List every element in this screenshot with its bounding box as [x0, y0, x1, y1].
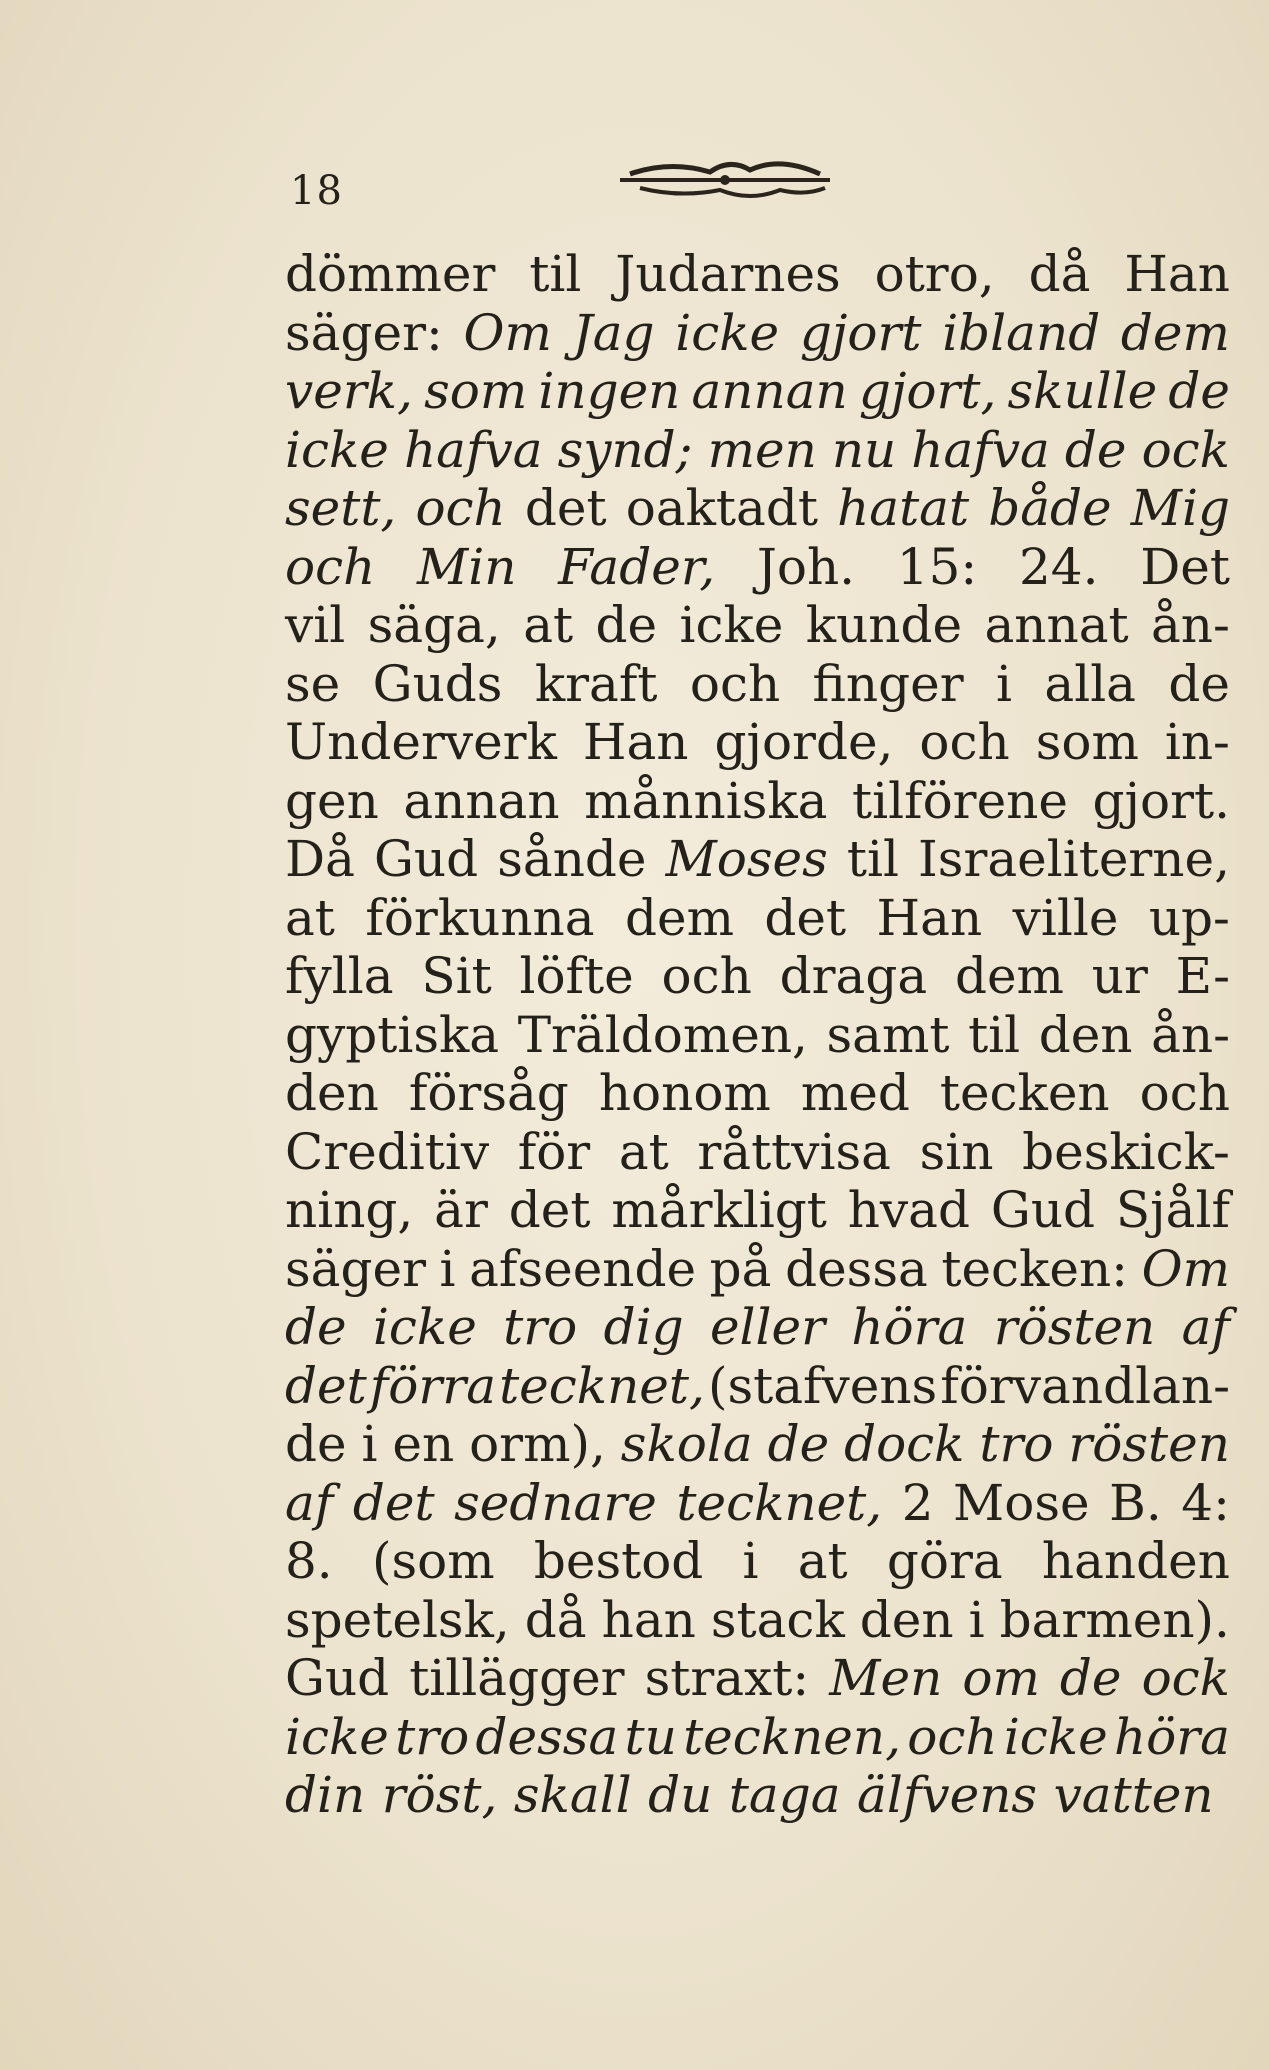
word: 8. — [285, 1532, 333, 1590]
word: tecknet, — [676, 1473, 883, 1532]
word: hvad — [847, 1181, 970, 1239]
word: råttvisa — [697, 1122, 891, 1181]
word: är — [434, 1181, 488, 1239]
word: du — [648, 1766, 713, 1824]
word: i — [439, 1239, 456, 1298]
word: dem — [1120, 303, 1230, 362]
word: Men — [829, 1649, 943, 1707]
word: annan — [691, 362, 848, 420]
word: at — [797, 1532, 848, 1590]
word: stack — [710, 1590, 845, 1649]
text-line — [285, 1591, 1230, 1650]
word: och — [415, 479, 506, 537]
word: icke — [372, 1298, 477, 1356]
word: dömmer — [285, 245, 496, 303]
word: (stafvens — [707, 1356, 938, 1415]
text-line — [285, 1240, 1230, 1299]
text-line — [285, 1006, 1230, 1065]
word: sin — [919, 1122, 994, 1181]
word: hafva — [403, 420, 543, 479]
text-line — [285, 713, 1230, 772]
word: den — [859, 1590, 954, 1649]
word: taga — [728, 1766, 841, 1824]
word: icke — [675, 303, 780, 362]
word: de — [1064, 420, 1127, 479]
word: ock — [1141, 420, 1230, 479]
word: kunde — [805, 596, 963, 654]
word: synd; — [557, 420, 693, 479]
word: den — [1038, 1005, 1133, 1064]
word: de — [1168, 654, 1230, 713]
word: af — [285, 1473, 334, 1532]
word: dessa — [785, 1239, 928, 1298]
text-line — [285, 1766, 1230, 1825]
word: oaktadt — [625, 479, 818, 537]
word: E- — [1175, 947, 1230, 1005]
word: up- — [1148, 888, 1230, 947]
word: se — [285, 654, 341, 713]
word: icke — [285, 1707, 389, 1766]
word: samt — [826, 1005, 950, 1064]
body-text — [285, 245, 1230, 1825]
word: Sjålf — [1115, 1181, 1230, 1239]
word: de — [285, 1298, 347, 1356]
word: dock — [844, 1415, 965, 1473]
word: då — [524, 1590, 587, 1649]
word: i — [361, 1415, 378, 1473]
text-line — [285, 304, 1230, 363]
word: gjort. — [1092, 771, 1230, 830]
word: beskick- — [1022, 1122, 1230, 1181]
word: straxt: — [644, 1649, 810, 1707]
word: eller — [709, 1298, 826, 1356]
word: både — [988, 479, 1112, 537]
word: månniska — [584, 771, 828, 830]
word: bestod — [533, 1532, 704, 1590]
word: gen — [285, 771, 379, 830]
word: i — [968, 1590, 985, 1649]
word: Om — [463, 303, 552, 362]
text-line — [285, 1532, 1230, 1591]
word: förkunna — [365, 888, 595, 947]
text-line — [285, 1415, 1230, 1474]
word: ock — [1141, 1649, 1230, 1707]
word: spetelsk, — [285, 1590, 510, 1649]
word: Guds — [372, 654, 503, 713]
text-line — [285, 947, 1230, 1006]
word: icke — [285, 420, 389, 479]
word: ibland — [942, 303, 1101, 362]
word: in- — [1164, 713, 1230, 771]
text-line — [285, 245, 1230, 304]
word: otro, — [874, 245, 995, 303]
word: det — [352, 1473, 435, 1532]
word: ån- — [1151, 596, 1230, 654]
word: mårkligt — [611, 1181, 827, 1239]
word: af — [1181, 1298, 1230, 1356]
word: och — [919, 713, 1010, 771]
word: hatat — [837, 479, 970, 537]
word: Jag — [572, 303, 655, 362]
word: Fader, — [558, 537, 716, 596]
word: försåg — [408, 1064, 569, 1122]
word: sånde — [497, 830, 647, 888]
word: ning, — [285, 1181, 414, 1239]
word: och — [1139, 1064, 1230, 1122]
word: det — [508, 1181, 591, 1239]
word: Israeliterne, — [918, 830, 1230, 888]
word: rösten — [993, 1298, 1156, 1356]
word: som — [1035, 713, 1139, 771]
word: annat — [984, 596, 1129, 654]
word: Träldomen, — [517, 1005, 808, 1064]
word: 2 — [901, 1473, 934, 1532]
word: i — [996, 654, 1012, 713]
word: på — [709, 1239, 772, 1298]
word: och — [285, 537, 376, 596]
word: Gud — [373, 830, 479, 888]
page-number: 18 — [290, 168, 343, 214]
word: Han — [876, 888, 983, 947]
word: Min — [417, 537, 517, 596]
word: men — [707, 420, 817, 479]
word: finger — [812, 654, 964, 713]
word: och — [661, 947, 752, 1005]
word: dem — [954, 947, 1064, 1005]
word: de — [1059, 1649, 1122, 1707]
word: Joh. — [756, 537, 856, 596]
text-line — [285, 479, 1230, 538]
word: Underverk — [285, 713, 557, 771]
word: tro — [395, 1707, 470, 1766]
word: då — [1028, 245, 1091, 303]
word: ur — [1091, 947, 1148, 1005]
text-line — [285, 1649, 1230, 1708]
text-line — [285, 889, 1230, 948]
word: at — [618, 1122, 669, 1181]
word: Judarnes — [615, 245, 841, 303]
word: Creditiv — [285, 1122, 490, 1181]
word: Sit — [421, 947, 492, 1005]
text-line — [285, 772, 1230, 831]
word: Gud — [990, 1181, 1096, 1239]
text-line — [285, 1181, 1230, 1240]
word: draga — [779, 947, 928, 1005]
word: Mose — [953, 1473, 1090, 1532]
word: vil — [285, 596, 346, 654]
word: de — [285, 1415, 347, 1473]
word: höra — [1113, 1707, 1230, 1766]
word: hafva — [911, 420, 1050, 479]
word: til — [968, 1005, 1021, 1064]
word: det — [764, 888, 847, 947]
word: tilförene — [851, 771, 1068, 830]
word: vatten — [1053, 1766, 1214, 1824]
word: dem — [624, 888, 734, 947]
word: förra — [369, 1356, 497, 1415]
word: icke — [1003, 1707, 1108, 1766]
word: som — [424, 362, 528, 420]
text-line — [285, 596, 1230, 655]
word: gjorde, — [714, 713, 894, 771]
word: säger — [285, 1239, 426, 1298]
word: at — [523, 596, 574, 654]
word: tu — [624, 1707, 677, 1766]
word: 24. — [1018, 537, 1099, 596]
text-line — [285, 830, 1230, 889]
word: kraft — [534, 654, 658, 713]
text-line — [285, 1708, 1230, 1767]
word: den — [285, 1064, 379, 1122]
word: din — [285, 1766, 366, 1824]
word: handen — [1041, 1532, 1230, 1590]
text-line — [285, 421, 1230, 480]
word: säga, — [367, 596, 501, 654]
word: B. — [1109, 1473, 1162, 1532]
word: med — [800, 1064, 910, 1122]
word: barmen). — [999, 1590, 1230, 1649]
word: fylla — [285, 947, 394, 1005]
word: dig — [603, 1298, 684, 1356]
word: en — [392, 1415, 455, 1473]
word: (som — [371, 1532, 495, 1590]
word: Moses — [665, 830, 828, 888]
word: gjort — [799, 303, 922, 362]
word: göra — [886, 1532, 1003, 1590]
word: tillägger — [409, 1649, 625, 1707]
word: om — [962, 1649, 1040, 1707]
word: det — [285, 1356, 367, 1415]
word: alla — [1044, 654, 1136, 713]
word: sednare — [454, 1473, 657, 1532]
text-line — [285, 655, 1230, 714]
word: ån- — [1151, 1005, 1230, 1064]
text-line — [285, 1474, 1230, 1533]
word: Mig — [1130, 479, 1230, 537]
word: skall — [513, 1766, 632, 1824]
word: rösten — [1068, 1415, 1230, 1473]
word: annan — [403, 771, 560, 830]
word: gjort, — [858, 362, 997, 420]
word: icke — [679, 596, 784, 654]
text-line — [285, 362, 1230, 421]
word: Det — [1140, 537, 1230, 596]
word: tecknen, — [683, 1707, 901, 1766]
text-line — [285, 538, 1230, 597]
word: honom — [598, 1064, 771, 1122]
headpiece-ornament — [610, 150, 840, 210]
word: tro — [503, 1298, 578, 1356]
word: verk, — [285, 362, 413, 420]
word: til — [529, 245, 582, 303]
text-line — [285, 1064, 1230, 1123]
word: nu — [831, 420, 897, 479]
word: och — [907, 1707, 998, 1766]
word: höra — [851, 1298, 968, 1356]
word: at — [285, 888, 335, 947]
word: älfvens — [857, 1766, 1038, 1824]
word: Han — [1124, 245, 1230, 303]
word: Han — [582, 713, 689, 771]
word: skola — [620, 1415, 753, 1473]
word: Gud — [285, 1649, 390, 1707]
word: ville — [1012, 888, 1119, 947]
word: tro — [979, 1415, 1054, 1473]
word: för — [517, 1122, 591, 1181]
word: afseende — [469, 1239, 697, 1298]
word: orm), — [469, 1415, 606, 1473]
word: Då — [285, 830, 355, 888]
word: skulle — [1007, 362, 1158, 420]
word: 15: — [896, 537, 978, 596]
word: röst, — [381, 1766, 498, 1824]
word: löfte — [519, 947, 634, 1005]
word: förvandlan- — [940, 1356, 1230, 1415]
word: och — [689, 654, 781, 713]
word: tecknet, — [499, 1356, 705, 1415]
word: til — [846, 830, 899, 888]
text-line — [285, 1298, 1230, 1357]
word: i — [742, 1532, 759, 1590]
word: sett, — [285, 479, 397, 537]
text-line — [285, 1123, 1230, 1182]
word: de — [595, 596, 658, 654]
word: dessa — [475, 1707, 619, 1766]
word: de — [767, 1415, 830, 1473]
word: tecken — [939, 1064, 1110, 1122]
word: de — [1168, 362, 1230, 420]
word: ingen — [538, 362, 681, 420]
word: det — [524, 479, 607, 537]
word: tecken: — [941, 1239, 1128, 1298]
text-line — [285, 1357, 1230, 1416]
word: säger: — [285, 303, 443, 362]
word: gyptiska — [285, 1005, 500, 1064]
word: han — [601, 1590, 696, 1649]
word: 4: — [1181, 1473, 1230, 1532]
word: Om — [1141, 1239, 1230, 1298]
